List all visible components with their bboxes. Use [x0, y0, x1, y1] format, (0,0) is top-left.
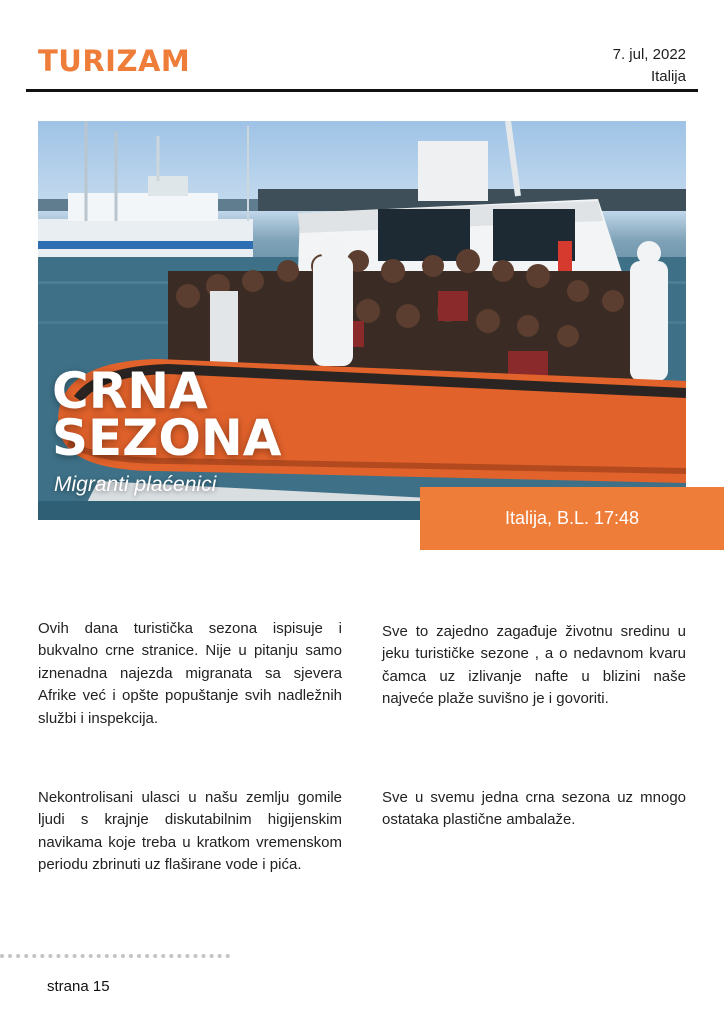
footer-dotted-divider: [0, 954, 230, 958]
page-number: strana 15: [47, 978, 110, 995]
body-right-paragraph-2: Sve u svemu jedna crna sezona uz mnogo ostataka plastične ambalaže.: [382, 789, 686, 829]
article-date: 7. jul, 2022: [612, 46, 686, 63]
subheadline: Migranti plaćenici: [54, 473, 217, 496]
body-left-paragraph-1: Ovih dana turistička sezona ispisuje i bukvalno crne stranice. Nije u pitanju samo iznenadna najezda migranata sa sjevera Afrike već i opšte popuštanje svih nadležnih službi i inspekcija.: [38, 620, 342, 727]
fishing-boat: [38, 121, 253, 257]
headline-line-2: SEZONA: [52, 409, 282, 467]
location-time-badge: Italija, B.L. 17:48: [420, 487, 724, 550]
headline: [52, 362, 282, 467]
article-place: Italija: [650, 68, 686, 85]
section-title: TURIZAM: [38, 44, 191, 78]
headline-line-1: CRNA: [52, 362, 208, 420]
article-meta: [613, 44, 686, 88]
body-right-paragraph-1: Sve to zajedno zagađuje životnu sredinu u jeku turističke sezone , a o nedavnom kvaru čamca uz izlivanje nafte u blizini naše najveće plaže suvišno je i govoriti.: [382, 623, 686, 708]
body-left-paragraph-2: Nekontrolisani ulasci u našu zemlju gomile ljudi s krajnje diskutabilnim higijenskim navikama koje treba u kratkom vremenskom periodu zbrinuti uz flaširane vode i pića.: [38, 789, 342, 874]
header-divider: [26, 89, 698, 92]
